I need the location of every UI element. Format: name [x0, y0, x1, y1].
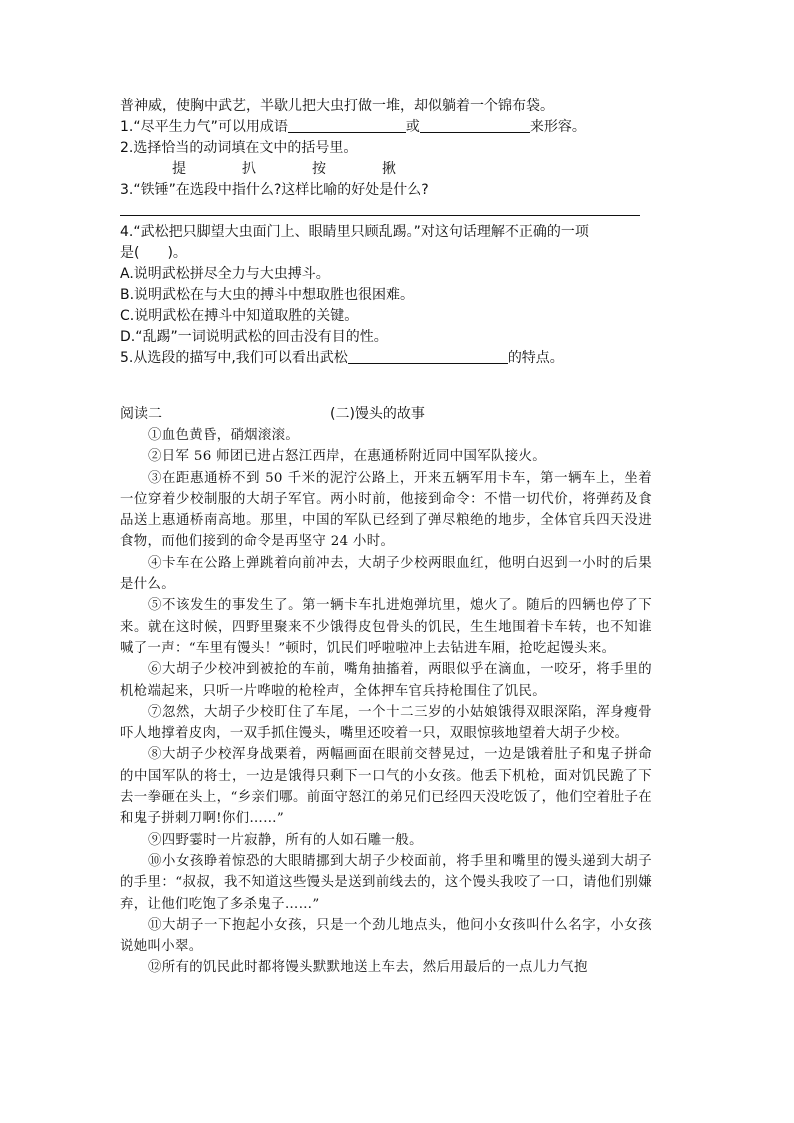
question-5-prefix: 5.从选段的描写中,我们可以看出武松 [120, 350, 348, 366]
passage-paragraph: ⑥大胡子少校冲到被抢的车前，嘴角抽搐着，两眼似乎在滴血，一咬牙，将手里的机枪端起来，只听一片哗啦的枪栓声，全体押车官兵持枪围住了饥民。 [120, 662, 652, 699]
option-d: D.“乱踢”一词说明武松的回击没有目的性。 [120, 329, 388, 345]
option-b: B.说明武松在与大虫的搏斗中想取胜也很困难。 [120, 287, 415, 303]
passage-paragraph: ③在距惠通桥不到 50 千米的泥泞公路上，开来五辆军用卡车，第一辆车上，坐着一位穿着少校制服的大胡子军官。两小时前，他接到命令：不惜一切代价，将弹药及食品送上惠通桥南高地。那里，中国的军队已经到了弹尽粮绝的地步，全体官兵四天没进食物，而他们接到的命令是再坚守 24 小时。 [120, 470, 652, 550]
verb-option: 提 [172, 161, 186, 177]
question-1-prefix: 1.“尽平生力气”可以用成语 [120, 119, 288, 135]
reading-label: 阅读二 [120, 406, 162, 422]
question-4-line-1: 4.“武松把只脚望大虫面门上、眼睛里只顾乱踢。”对这句话理解不正确的一项 [120, 224, 589, 240]
question-1-suffix: 来形容。 [529, 119, 586, 135]
passage-paragraph: ②日军 56 师团已进占怒江西岸，在惠通桥附近同中国军队接火。 [148, 449, 546, 465]
question-1 [120, 117, 652, 138]
passage-paragraph: ⑪大胡子一下抱起小女孩，只是一个劲儿地点头，他问小女孩叫什么名字，小女孩说她叫小翠。 [120, 917, 652, 955]
page-content [120, 96, 652, 979]
question-3: 3.“铁锤”在选段中指什么?这样比喻的好处是什么? [120, 182, 429, 198]
passage-tail-line: 普神威，使胸中武艺，半歇儿把大虫打做一堆，却似躺着一个锦布袋。 [120, 98, 554, 114]
verb-options [120, 159, 652, 180]
option-c: C.说明武松在搏斗中知道取胜的关键。 [120, 308, 359, 324]
verb-option: 揪 [382, 161, 396, 177]
passage-paragraph: ⑧大胡子少校浑身战栗着，两幅画面在眼前交替晃过，一边是饿着肚子和鬼子拼命的中国军队的将士，一边是饿得只剩下一口气的小女孩。他丢下机枪，面对饥民跪了下去一拳砸在头上，“乡亲们哪。前面守怒江的弟兄们已经四天没吃饭了，他们空着肚子在和鬼子拼刺刀啊!你们……” [120, 747, 652, 827]
spacer [120, 369, 652, 403]
verb-option: 扒 [242, 161, 256, 177]
answer-blank-2[interactable] [420, 118, 530, 133]
answer-blank-1[interactable] [288, 118, 406, 133]
passage-paragraph: ⑦忽然，大胡子少校盯住了车尾，一个十二三岁的小姑娘饿得双眼深陷，浑身瘦骨吓人地撑着皮肉，一双手抓住馒头，嘴里还咬着一只，双眼惊骇地望着大胡子少校。 [120, 704, 652, 742]
verb-option: 按 [312, 161, 326, 177]
reading-heading [120, 403, 652, 425]
answer-line[interactable] [120, 201, 640, 216]
option-a: A.说明武松拼尽全力与大虫搏斗。 [120, 266, 330, 282]
passage-paragraph: ⑩小女孩睁着惊恐的大眼睛挪到大胡子少校面前，将手里和嘴里的馒头递到大胡子的手里：“叔叔，我不知道这些馒头是送到前线去的，这个馒头我咬了一口，请他们别嫌弃，让他们吃饱了多杀鬼子……” [120, 853, 652, 912]
passage-paragraph: ⑨四野霎时一片寂静，所有的人如石雕一般。 [148, 832, 423, 848]
answer-blank-3[interactable] [348, 349, 508, 364]
question-1-mid: 或 [405, 119, 420, 135]
question-5 [120, 348, 652, 369]
passage-paragraph: ①血色黄昏，硝烟滚滚。 [148, 428, 300, 443]
passage-paragraph: ⑫所有的饥民此时都将馒头默默地送上车去，然后用最后的一点儿力气抱 [148, 960, 588, 976]
reading-passage [120, 425, 652, 979]
question-5-suffix: 的特点。 [507, 350, 564, 366]
passage-paragraph: ④卡车在公路上弹跳着向前冲去，大胡子少校两眼血红，他明白迟到一小时的后果是什么。 [120, 555, 652, 593]
passage-paragraph: ⑤不该发生的事发生了。第一辆卡车扎进炮弹坑里，熄火了。随后的四辆也停了下来。就在这时候，四野里聚来不少饿得皮包骨头的饥民，生生地围着卡车转，也不知谁喊了一声：“车里有馒头！”顿时，饥民们呼啦啦冲上去钻进车厢，抢吃起馒头来。 [120, 598, 652, 656]
reading-title: (二)馒头的故事 [330, 406, 425, 422]
question-2: 2.选择恰当的动词填在文中的括号里。 [120, 140, 358, 156]
question-4-line-2: 是( )。 [120, 245, 187, 261]
